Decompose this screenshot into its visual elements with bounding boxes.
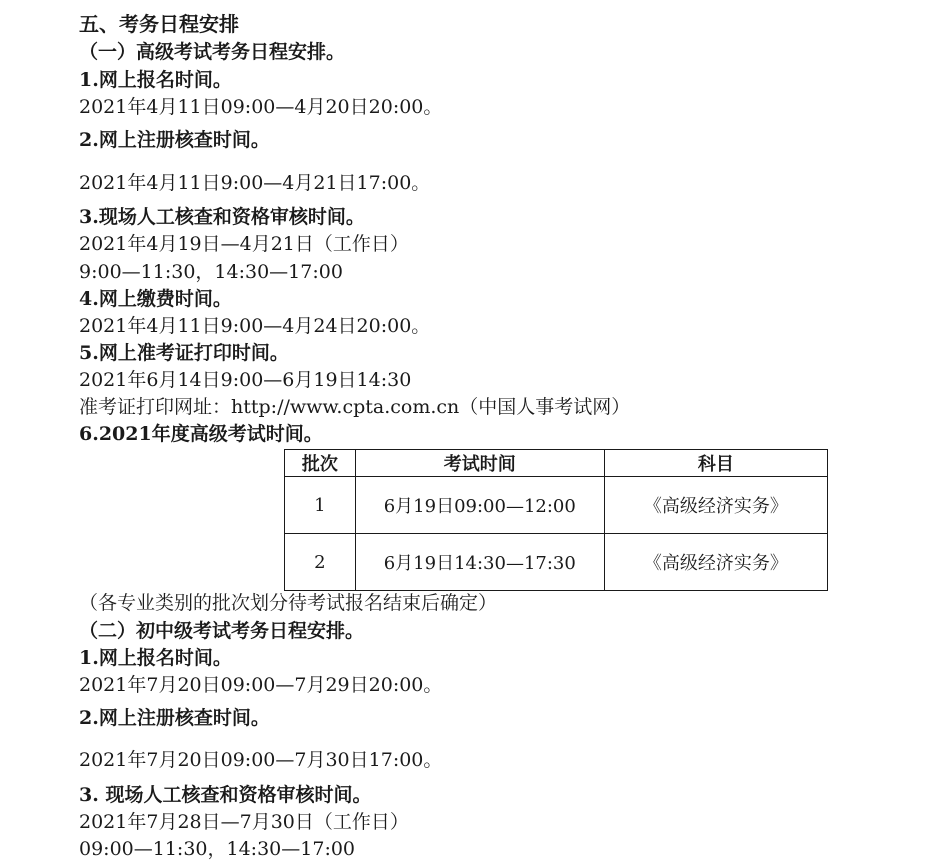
senior-item-6-title: 6.2021年度高级考试时间。 — [79, 423, 323, 445]
senior-item-3-title: 3.现场人工核查和资格审核时间。 — [79, 206, 365, 228]
senior-item-2-line: 2021年4月11日9:00—4月21日17:00。 — [79, 172, 431, 194]
senior-exam-schedule-table — [284, 449, 828, 591]
cell-subject: 《高级经济实务》 — [604, 534, 827, 591]
header-exam-time: 考试时间 — [355, 450, 604, 477]
junior-item-1-title: 1.网上报名时间。 — [79, 647, 232, 669]
table-row — [285, 534, 828, 591]
cell-exam-time: 6月19日09:00—12:00 — [355, 477, 604, 534]
senior-heading: （一）高级考试考务日程安排。 — [79, 41, 346, 63]
senior-item-4-line: 2021年4月11日9:00—4月24日20:00。 — [79, 315, 431, 337]
senior-item-5-line-1: 2021年6月14日9:00—6月19日14:30 — [79, 369, 412, 391]
header-subject: 科目 — [604, 450, 827, 477]
junior-item-2-title: 2.网上注册核查时间。 — [79, 707, 270, 729]
senior-item-3-line-1: 2021年4月19日—4月21日（工作日） — [79, 233, 409, 255]
senior-batch-note: （各专业类别的批次划分待考试报名结束后确定） — [79, 592, 498, 614]
cell-batch: 1 — [285, 477, 356, 534]
senior-item-5-title: 5.网上准考证打印时间。 — [79, 342, 289, 364]
junior-item-3-line-2: 09:00—11:30，14:30—17:00 — [79, 838, 356, 860]
senior-item-4-title: 4.网上缴费时间。 — [79, 288, 232, 310]
senior-item-3-line-2: 9:00—11:30，14:30—17:00 — [79, 261, 343, 283]
senior-item-1-title: 1.网上报名时间。 — [79, 69, 232, 91]
table-header-row — [285, 450, 828, 477]
cell-subject: 《高级经济实务》 — [604, 477, 827, 534]
senior-item-2-title: 2.网上注册核查时间。 — [79, 129, 270, 151]
section-title: 五、考务日程安排 — [79, 12, 239, 36]
junior-item-3-title: 3. 现场人工核查和资格审核时间。 — [79, 784, 372, 806]
junior-item-1-line: 2021年7月20日09:00—7月29日20:00。 — [79, 674, 443, 696]
cell-exam-time: 6月19日14:30—17:30 — [355, 534, 604, 591]
junior-item-3-line-1: 2021年7月28日—7月30日（工作日） — [79, 811, 409, 833]
junior-item-2-line: 2021年7月20日09:00—7月30日17:00。 — [79, 749, 443, 771]
header-batch: 批次 — [285, 450, 356, 477]
table-row — [285, 477, 828, 534]
cell-batch: 2 — [285, 534, 356, 591]
junior-heading: （二）初中级考试考务日程安排。 — [79, 620, 365, 642]
senior-item-1-line: 2021年4月11日09:00—4月20日20:00。 — [79, 96, 443, 118]
senior-item-5-line-2: 准考证打印网址：http://www.cpta.com.cn（中国人事考试网） — [79, 396, 631, 418]
